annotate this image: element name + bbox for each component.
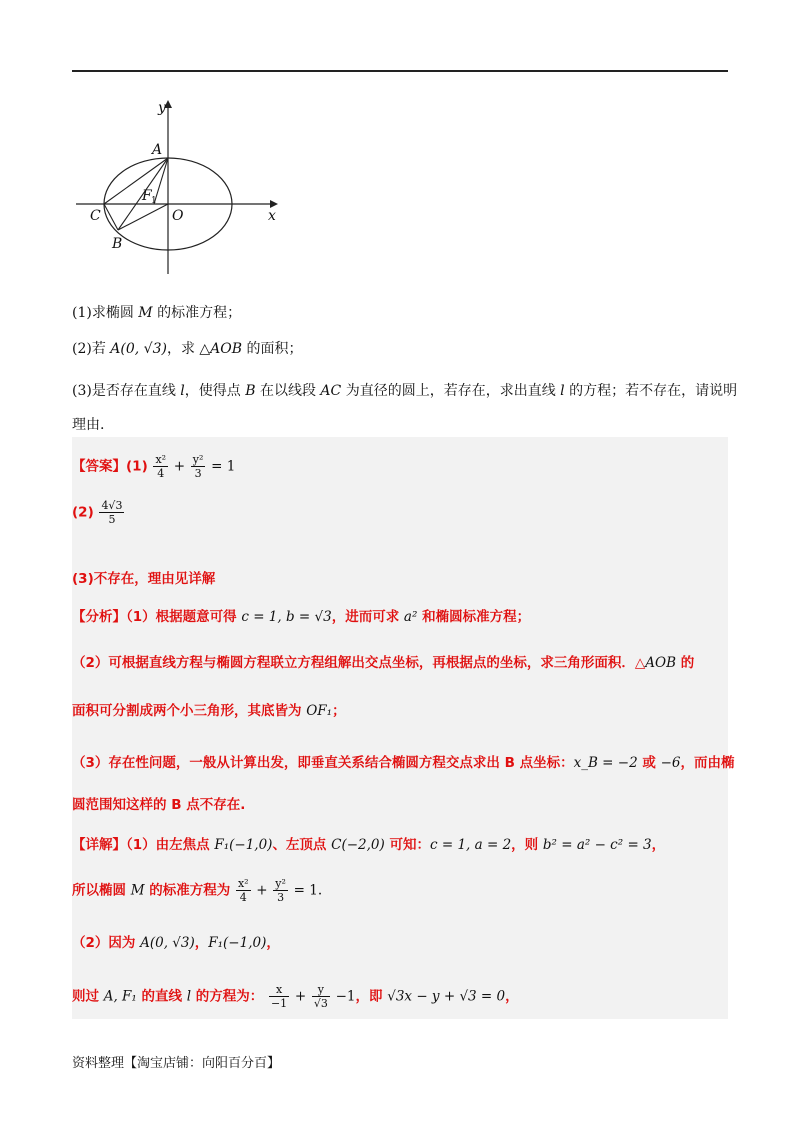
- detail-line-1: 【详解】（1）由左焦点 F₁(−1,0)、左顶点 C(−2,0) 可知：c = 1, a = 2，则 b² = a² − c² = 3，: [72, 837, 666, 853]
- analysis-line-3: 面积可分割成两个小三角形，其底皆为 OF₁；: [72, 703, 346, 719]
- fraction-area: $\frac{4√3}{5}$: [101, 499, 123, 526]
- label-b: B: [112, 236, 123, 252]
- label-f1: F: [142, 188, 152, 204]
- fraction-y2-3-detail: $\frac{\text{y²}}{3}$: [275, 877, 286, 904]
- fraction-y2-3: $\frac{\text{y²}}{3}$: [192, 453, 204, 480]
- ellipse-figure: [72, 96, 292, 286]
- detail-line-4: 则过 A, F₁ 的直线 l 的方程为： $\frac{x}{-1}$ + $\frac{y}{√3}$ −1，即 √3x − y + √3 = 0，: [72, 983, 519, 1010]
- label-y: y: [158, 100, 166, 116]
- question-3-cont: 理由.: [72, 417, 105, 433]
- fraction-y-sqrt3: $\frac{y}{√3}$: [313, 983, 328, 1010]
- fraction-x-neg1: $\frac{x}{-1}$: [270, 983, 288, 1010]
- analysis-line-2: （2）可根据直线方程与椭圆方程联立方程组解出交点坐标，再根据点的坐标，求三角形面积．△AOB 的: [72, 655, 695, 671]
- answer-line-2: (2) $\frac{4√3}{5}$: [72, 499, 123, 526]
- x-axis-arrow: [270, 200, 278, 208]
- detail-line-2: 所以椭圆 M 的标准方程为 $\frac{\text{x²}}{4}$ + $\frac{\text{y²}}{3}$ = 1.: [72, 877, 323, 904]
- label-x: x: [268, 208, 276, 224]
- answer-line-3: (3)不存在，理由见详解: [72, 571, 216, 587]
- label-o: O: [172, 208, 184, 224]
- question-1: (1)求椭圆 M 的标准方程；: [72, 305, 242, 321]
- detail-line-3: （2）因为 A(0, √3)，F₁(−1,0)，: [72, 935, 280, 951]
- segment-ca: [104, 158, 168, 204]
- analysis-line-1: 【分析】（1）根据题意可得 c = 1, b = √3，进而可求 a² 和椭圆标准方程；: [72, 609, 531, 625]
- label-c: C: [90, 208, 101, 224]
- label-f1-sub: 1: [151, 196, 157, 206]
- label-a: A: [152, 142, 163, 158]
- analysis-line-4: （3）存在性问题，一般从计算出发，即垂直关系结合椭圆方程交点求出 B 点坐标：x_B = −2 或 −6，而由椭: [72, 755, 735, 771]
- question-2: (2)若 A(0, √3)，求 △AOB 的面积；: [72, 341, 303, 357]
- answer-line-1: 【答案】(1) $\frac{\text{x²}}{4}$ + $\frac{\text{y²}}{3}$ = 1: [72, 453, 236, 480]
- question-3: (3)是否存在直线 l，使得点 B 在以线段 AC 为直径的圆上，若存在，求出直线 l 的方程；若不存在，请说明: [72, 383, 738, 399]
- fraction-x2-4-detail: $\frac{\text{x²}}{4}$: [237, 877, 249, 904]
- footer-source: 资料整理【淘宝店铺：向阳百分百】: [72, 1056, 281, 1071]
- segment-ob: [118, 204, 168, 230]
- header-rule: [72, 70, 728, 72]
- analysis-line-5: 圆范围知这样的 B 点不存在.: [72, 797, 246, 813]
- answer-panel: [72, 437, 735, 1019]
- fraction-x2-4: $\frac{\text{x²}}{4}$: [155, 453, 167, 480]
